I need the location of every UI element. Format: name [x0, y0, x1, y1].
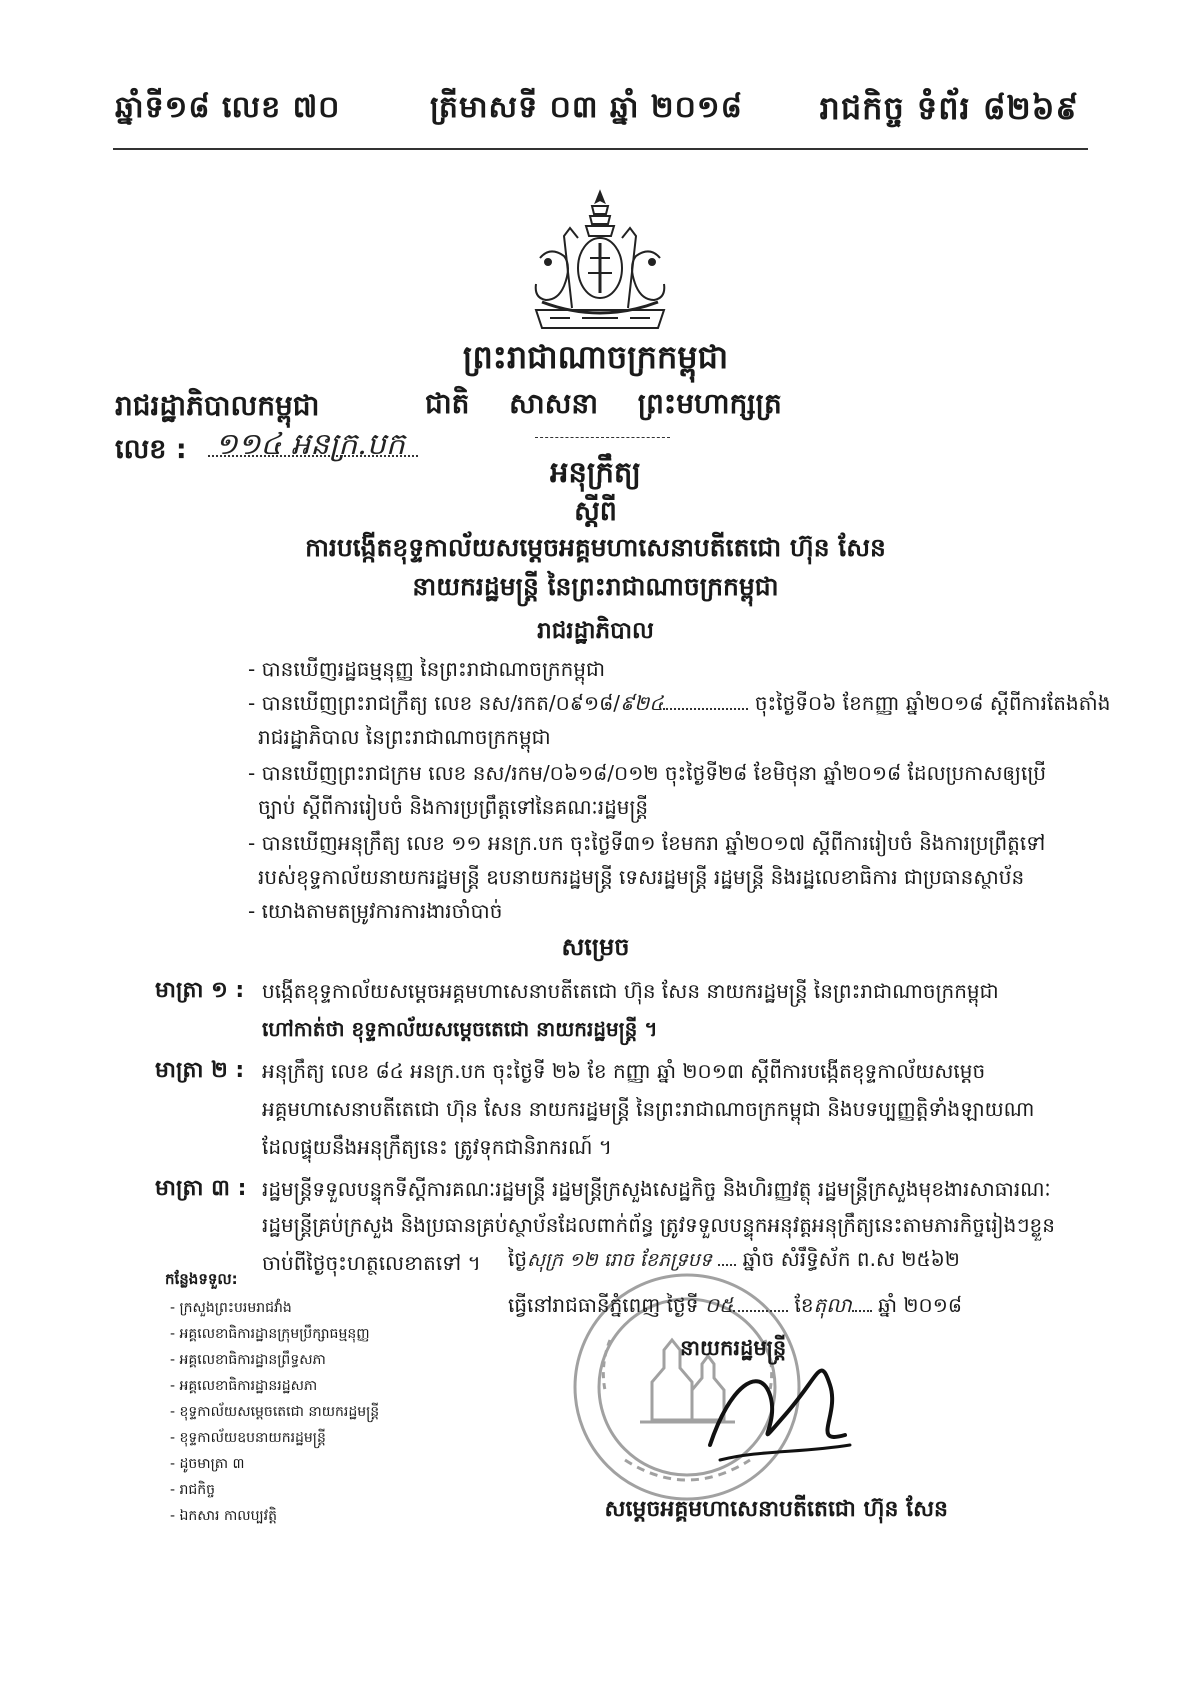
lunar-date-prefix: ថ្ងៃ	[508, 1247, 528, 1271]
month-dotline	[852, 1309, 872, 1312]
reference-number-handwritten: ១១៤ អនក្រ.បក	[215, 427, 405, 462]
article-2-line-1: អនុក្រឹត្យ លេខ ៨៤ អនក្រ.បក ចុះថ្ងៃទី ២៦ ខែ កញ្ញា ឆ្នាំ ២០១៣ ស្តីពីការបង្កើតខុទ្ទកាល័យសម្តេច	[262, 1059, 986, 1083]
recipient-item: - អគ្គលេខាធិការដ្ឋានក្រុមប្រឹក្សាធម្មនុញ្ញ	[170, 1326, 370, 1342]
recital-2-part-b: ចុះថ្ងៃទី០៦ ខែកញ្ញា ឆ្នាំ២០១៨ ស្តីពីការតែងតាំង	[748, 691, 1111, 715]
subject-line-1: ការបង្កើតខុទ្ទកាល័យសម្តេចអគ្គមហាសេនាបតីតេជោ ហ៊ុន សែន	[305, 533, 886, 562]
reference-number-label: លេខ :	[115, 434, 187, 465]
recital-5: - យោងតាមតម្រូវការការងារចាំបាច់	[248, 899, 503, 923]
recipient-item: - ខុទ្ទកាល័យសម្តេចតេជោ នាយករដ្ឋមន្ត្រី	[170, 1404, 380, 1420]
recipients-title: កន្លែងទទួល:	[165, 1270, 238, 1288]
article-2-line-3: ដែលផ្ទុយនឹងអនុក្រឹត្យនេះ ត្រូវទុកជានិរាករណ៍ ។	[262, 1135, 612, 1159]
recipient-item: - ដូចមាត្រា ៣	[170, 1456, 245, 1472]
kingdom-title: ព្រះរាជាណាចក្រកម្ពុជា	[462, 338, 729, 376]
header-rule	[113, 148, 1088, 150]
recipient-item: - ឯកសារ កាលប្បវត្តិ	[170, 1508, 277, 1524]
gazette-quarter: ត្រីមាសទី ០៣ ឆ្នាំ ២០១៨	[430, 90, 743, 125]
royal-coat-of-arms-icon	[520, 188, 680, 338]
lunar-year: ឆ្នាំច សំរឹទ្ធិស័ក ព.ស ២៥៦២	[742, 1247, 960, 1271]
recipient-item: - ខុទ្ទកាល័យឧបនាយករដ្ឋមន្ត្រី	[170, 1430, 326, 1446]
month-handwritten: តុលា	[813, 1293, 852, 1317]
recipient-item: - អគ្គលេខាធិការដ្ឋានព្រឹទ្ធសភា	[170, 1352, 326, 1368]
recipient-item: - អគ្គលេខាធិការដ្ឋានរដ្ឋសភា	[170, 1378, 318, 1394]
issuing-authority: រាជរដ្ឋាភិបាល	[537, 618, 654, 644]
recital-2	[248, 690, 1110, 720]
government-heading: រាជរដ្ឋាភិបាលកម្ពុជា	[115, 389, 320, 422]
article-1-line-1: បង្កើតខុទ្ទកាល័យសម្តេចអគ្គមហាសេនាបតីតេជោ ហ៊ុន សែន នាយករដ្ឋមន្ត្រី នៃព្រះរាជាណាចក្រកម្ពុជា	[262, 979, 999, 1003]
article-1-label: មាត្រា ១ :	[155, 978, 245, 1003]
day-dotline	[733, 1309, 788, 1312]
article-3-line-1: រដ្ឋមន្ត្រីទទួលបន្ទុកទីស្តីការគណៈរដ្ឋមន្ត្រី រដ្ឋមន្ត្រីក្រសួងសេដ្ឋកិច្ច និងហិរញ្ញវត្ថុ រដ្ឋមន្ត្រីក្រសួងមុខងារសាធារណៈ	[262, 1177, 1051, 1201]
decision-heading: សម្រេច	[561, 933, 630, 961]
recipient-item: - ក្រសួងព្រះបរមរាជវាំង	[170, 1300, 292, 1316]
article-2-label: មាត្រា ២ :	[155, 1058, 245, 1083]
recipient-item: - រាជកិច្ច	[170, 1482, 216, 1498]
document-type: អនុក្រឹត្យ	[550, 455, 641, 489]
article-1-line-2: ហៅកាត់ថា ខុទ្ទកាល័យសម្តេចតេជោ នាយករដ្ឋមន្ត្រី ។	[262, 1017, 658, 1041]
recital-2-continuation: រាជរដ្ឋាភិបាល នៃព្រះរាជាណាចក្រកម្ពុជា	[258, 725, 551, 749]
day-handwritten: ០៥	[704, 1293, 734, 1317]
concerning-label: ស្តីពី	[574, 496, 617, 527]
signer-title: នាយករដ្ឋមន្ត្រី	[680, 1336, 787, 1360]
recital-1: - បានឃើញរដ្ឋធម្មនុញ្ញ នៃព្រះរាជាណាចក្រកម្ពុជា	[248, 657, 606, 681]
place-and-date-line	[508, 1292, 962, 1322]
recital-4: - បានឃើញអនុក្រឹត្យ លេខ ១១ អនក្រ.បក ចុះថ្ងៃទី៣១ ខែមករា ឆ្នាំ២០១៧ ស្តីពីការរៀបចំ និងការប្រព្រឹត្តទៅ	[248, 831, 1046, 855]
month-prefix: ខែ	[794, 1293, 814, 1317]
signer-name: សម្តេចអគ្គមហាសេនាបតីតេជោ ហ៊ុន សែន	[604, 1497, 948, 1522]
recital-2-dotline	[663, 708, 748, 710]
recital-4-continuation: របស់ខុទ្ទកាល័យនាយករដ្ឋមន្ត្រី ឧបនាយករដ្ឋមន្ត្រី ទេសរដ្ឋមន្ត្រី រដ្ឋមន្ត្រី និងរដ្ឋលេខាធិការ ជាប្រធានស្ថាប័ន	[258, 865, 1025, 889]
recital-3: - បានឃើញព្រះរាជក្រម លេខ នស/រកម/០៦១៨/០១២ ចុះថ្ងៃទី២៨ ខែមិថុនា ឆ្នាំ២០១៨ ដែលប្រកាសឲ្យប្រើ	[248, 761, 1047, 785]
lunar-date-line	[508, 1246, 960, 1276]
recital-2-handwritten-number: ៩២៤	[620, 691, 664, 715]
article-3-line-3: ចាប់ពីថ្ងៃចុះហត្ថលេខាតទៅ ។	[262, 1251, 481, 1275]
article-2-line-2: អគ្គមហាសេនាបតីតេជោ ហ៊ុន សែន នាយករដ្ឋមន្ត្រី នៃព្រះរាជាណាចក្រកម្ពុជា និងបទប្បញ្ញត្តិទាំងឡាយណា	[262, 1097, 1035, 1121]
place-prefix: ធ្វើនៅរាជធានីភ្នំពេញ ថ្ងៃទី	[508, 1293, 699, 1317]
signature-icon	[690, 1345, 865, 1475]
motto-divider	[535, 437, 670, 438]
lunar-date-dotline	[718, 1263, 736, 1266]
subject-line-2: នាយករដ្ឋមន្ត្រី នៃព្រះរាជាណាចក្រកម្ពុជា	[412, 572, 779, 601]
article-3-label: មាត្រា ៣ :	[155, 1176, 247, 1201]
lunar-date-handwritten: សុក្រ ១២ រោច ខែភទ្របទ	[527, 1249, 712, 1271]
recital-3-continuation: ច្បាប់ ស្តីពីការរៀបចំ និងការប្រព្រឹត្តទៅនៃគណៈរដ្ឋមន្ត្រី	[258, 795, 649, 819]
recital-2-part-a: - បានឃើញព្រះរាជក្រឹត្យ លេខ នស/រកត/០៩១៨/	[248, 691, 620, 715]
article-3-line-2: រដ្ឋមន្ត្រីគ្រប់ក្រសួង និងប្រធានគ្រប់ស្ថាប័នដែលពាក់ព័ន្ធ ត្រូវទទួលបន្ទុកអនុវត្តអនុក្រឹត្យនេះតាមភារកិច្ចរៀងៗខ្លួន	[262, 1213, 1055, 1237]
gazette-page-number: រាជកិច្ច ទំព័រ ៨២៦៩	[819, 89, 1079, 127]
year-suffix: ឆ្នាំ ២០១៨	[878, 1293, 962, 1317]
national-motto: ជាតិ សាសនា ព្រះមហាក្សត្រ	[425, 387, 782, 420]
gazette-year-number: ឆ្នាំទី១៨ លេខ ៧០	[115, 90, 341, 125]
